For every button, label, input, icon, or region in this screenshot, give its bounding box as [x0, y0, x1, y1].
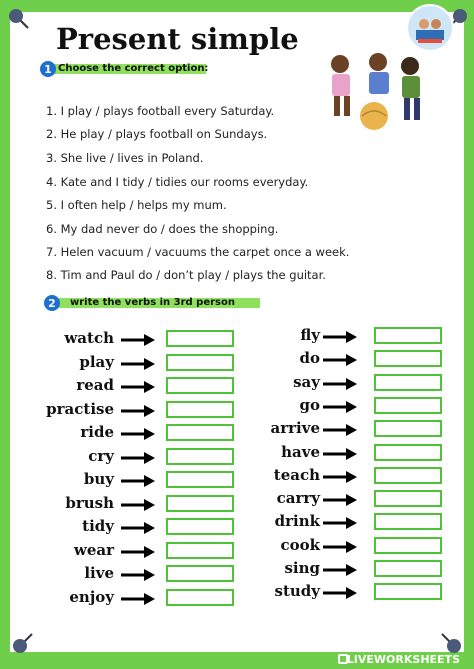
- exercise-sentence: 2. He play / plays football on Sundays.: [46, 127, 268, 141]
- page-title: Present simple: [56, 22, 299, 56]
- arrow-right-icon: [120, 427, 156, 441]
- section-2-number: 2: [44, 295, 60, 311]
- arrow-right-icon: [322, 586, 358, 600]
- verb-word: read: [76, 376, 114, 394]
- verb-word: go: [299, 395, 320, 414]
- verb-word: cry: [88, 446, 114, 465]
- exercise-sentence: 5. I often help / helps my mum.: [46, 198, 227, 212]
- answer-input[interactable]: [374, 444, 442, 461]
- verb-word: cook: [280, 535, 320, 554]
- arrow-right-icon: [322, 400, 358, 414]
- arrow-right-icon: [120, 357, 156, 371]
- arrow-right-icon: [120, 521, 156, 535]
- verb-word: teach: [273, 465, 320, 484]
- answer-input[interactable]: [166, 354, 234, 371]
- arrow-right-icon: [322, 470, 358, 484]
- exercise-sentence: 6. My dad never do / does the shopping.: [46, 222, 279, 236]
- answer-input[interactable]: [374, 397, 442, 414]
- answer-input[interactable]: [374, 467, 442, 484]
- answer-input[interactable]: [374, 490, 442, 507]
- answer-input[interactable]: [166, 589, 234, 606]
- verb-word: drink: [274, 512, 320, 531]
- verb-word: enjoy: [69, 587, 114, 606]
- verb-word: arrive: [270, 419, 320, 438]
- answer-input[interactable]: [166, 401, 234, 418]
- arrow-right-icon: [322, 563, 358, 577]
- arrow-right-icon: [322, 423, 358, 437]
- verb-word: study: [274, 582, 320, 601]
- answer-input[interactable]: [166, 448, 234, 465]
- section-1-instructions: Choose the correct option:: [58, 63, 209, 74]
- answer-input[interactable]: [374, 350, 442, 367]
- liveworksheets-brand: LIVEWORKSHEETS: [346, 653, 460, 666]
- exercise-sentence: 7. Helen vacuum / vacuums the carpet once a week.: [46, 245, 350, 259]
- children-playing-illustration: [322, 50, 440, 138]
- answer-input[interactable]: [166, 471, 234, 488]
- arrow-right-icon: [120, 474, 156, 488]
- exercise-sentence: 1. I play / plays football every Saturday.: [46, 104, 275, 118]
- answer-input[interactable]: [166, 424, 234, 441]
- arrow-right-icon: [120, 568, 156, 582]
- verb-word: wear: [73, 540, 114, 559]
- answer-input[interactable]: [166, 565, 234, 582]
- school-logo-badge: [406, 4, 454, 52]
- answer-input[interactable]: [166, 495, 234, 512]
- verb-word: tidy: [82, 517, 114, 535]
- arrow-right-icon: [322, 353, 358, 367]
- answer-input[interactable]: [374, 374, 442, 391]
- answer-input[interactable]: [374, 513, 442, 530]
- exercise-sentence: 3. She live / lives in Poland.: [46, 151, 204, 165]
- verb-word: watch: [64, 329, 114, 347]
- answer-input[interactable]: [374, 537, 442, 554]
- arrow-right-icon: [322, 447, 358, 461]
- answer-input[interactable]: [166, 542, 234, 559]
- verb-word: sing: [284, 559, 320, 577]
- exercise-sentence: 4. Kate and I tidy / tidies our rooms everyday.: [46, 175, 309, 189]
- arrow-right-icon: [120, 498, 156, 512]
- arrow-right-icon: [120, 592, 156, 606]
- section-1-number: 1: [40, 61, 56, 77]
- arrow-right-icon: [120, 404, 156, 418]
- verb-word: carry: [276, 489, 320, 508]
- verb-word: say: [293, 372, 320, 391]
- verb-word: brush: [65, 493, 114, 512]
- pushpin-icon: [10, 630, 36, 656]
- arrow-right-icon: [322, 493, 358, 507]
- answer-input[interactable]: [166, 330, 234, 347]
- verb-word: ride: [80, 423, 114, 441]
- verb-word: buy: [83, 470, 114, 488]
- section-2-instructions: write the verbs in 3rd person: [70, 297, 235, 308]
- arrow-right-icon: [322, 330, 358, 344]
- exercise-sentence: 8. Tim and Paul do / don’t play / plays the guitar.: [46, 268, 326, 282]
- verb-word: have: [281, 442, 320, 461]
- answer-input[interactable]: [374, 560, 442, 577]
- verb-word: practise: [46, 399, 114, 418]
- answer-input[interactable]: [374, 583, 442, 600]
- verb-word: live: [84, 564, 114, 582]
- arrow-right-icon: [120, 380, 156, 394]
- verb-word: do: [299, 349, 320, 368]
- answer-input[interactable]: [166, 518, 234, 535]
- verb-word: fly: [300, 326, 320, 344]
- arrow-right-icon: [322, 540, 358, 554]
- answer-input[interactable]: [166, 377, 234, 394]
- arrow-right-icon: [120, 451, 156, 465]
- arrow-right-icon: [120, 545, 156, 559]
- verb-word: play: [79, 352, 114, 371]
- answer-input[interactable]: [374, 420, 442, 437]
- arrow-right-icon: [322, 377, 358, 391]
- answer-input[interactable]: [374, 327, 442, 344]
- pushpin-icon: [6, 6, 32, 32]
- arrow-right-icon: [322, 516, 358, 530]
- arrow-right-icon: [120, 333, 156, 347]
